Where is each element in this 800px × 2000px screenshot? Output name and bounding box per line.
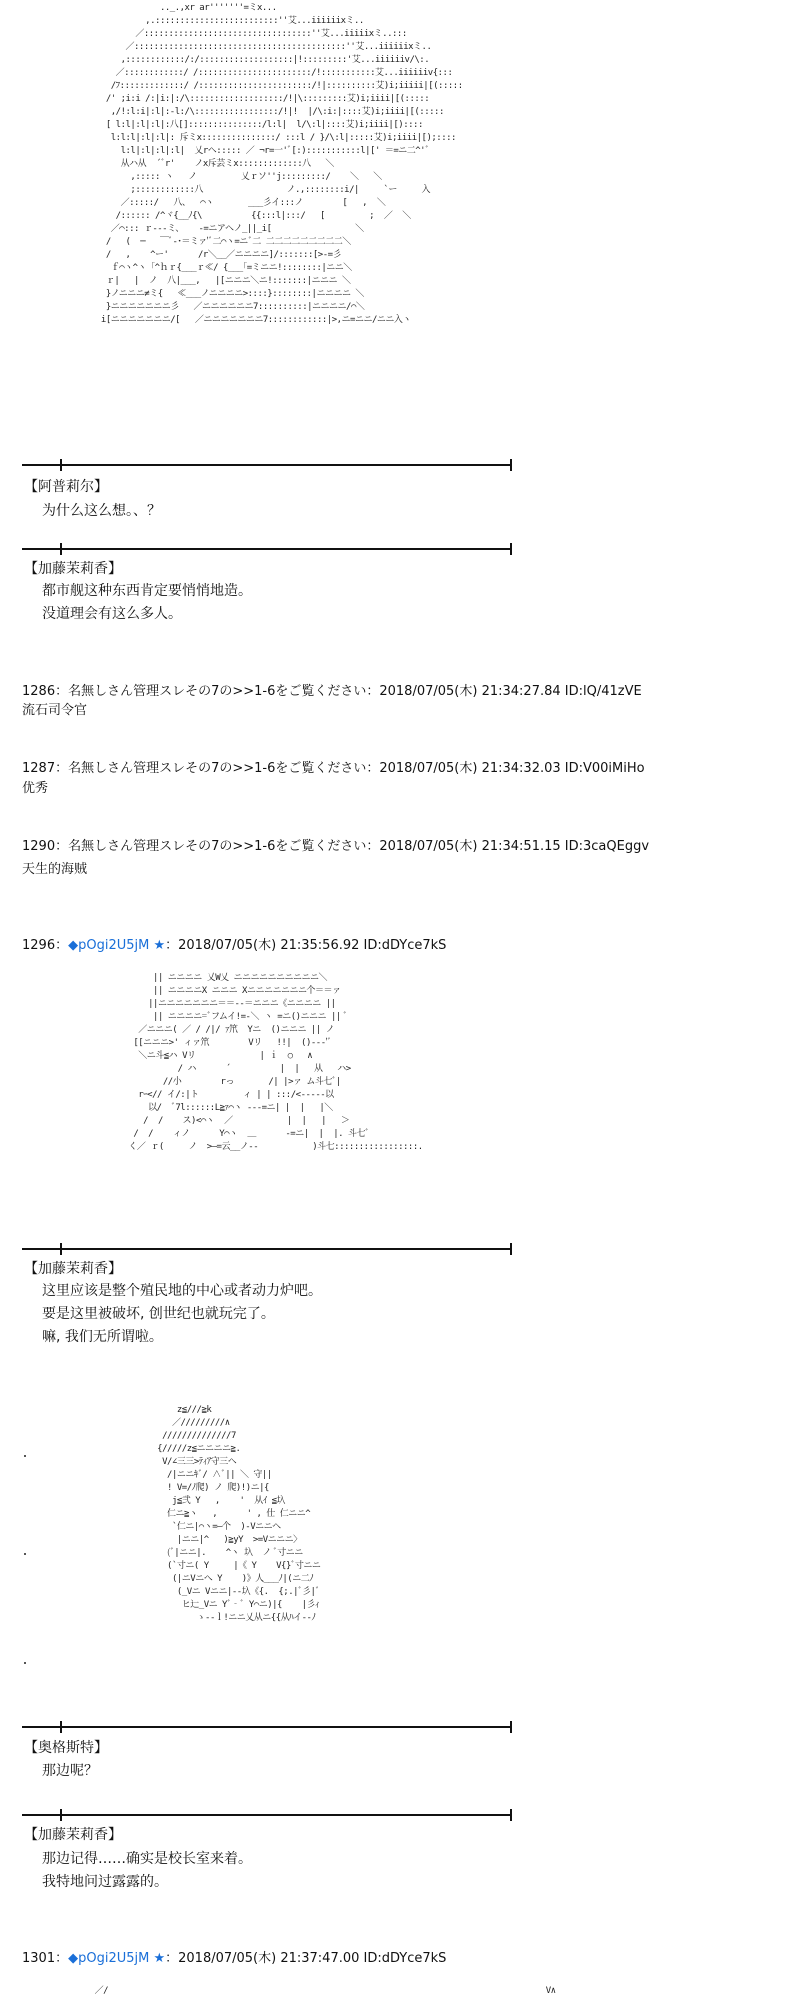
- post-meta: ：2018/07/05(木) 21:37:47.00 ID:dDYce7kS: [165, 1951, 447, 1966]
- post-body: 天生的海贼: [22, 862, 88, 877]
- post-header: [22, 937, 446, 955]
- speaker-label: 【奥格斯特】: [24, 1740, 108, 1756]
- post-header: 1286：名無しさん管理スレその7の>>1-6をご覧ください：2018/07/05(木) 21:34:27.84 ID:lQ/41zVE: [22, 684, 642, 699]
- speaker-label: 【加藤茉莉香】: [24, 561, 122, 577]
- dialogue-line: 没道理会有这么多人。: [42, 606, 182, 622]
- ascii-art-partial: ／/ V∧: [70, 1986, 556, 1996]
- post-body: 流石司令官: [22, 703, 88, 718]
- post-number: 1296：: [22, 938, 69, 953]
- dialogue-line: 那边呢？: [42, 1763, 98, 1779]
- dialogue-line: 要是这里被破坏, 创世纪也就玩完了。: [42, 1306, 275, 1322]
- section-divider: [22, 1243, 512, 1255]
- section-divider: [22, 1809, 512, 1821]
- poster-trip-link[interactable]: ◆pOgi2U5jM ★: [68, 1951, 166, 1966]
- dialogue-line: 我特地问过露露的。: [42, 1874, 168, 1890]
- section-divider: [22, 543, 512, 555]
- dialogue-line: 嘛, 我们无所谓啦。: [42, 1329, 163, 1345]
- post-meta: ：2018/07/05(木) 21:35:56.92 ID:dDYce7kS: [165, 938, 447, 953]
- ascii-art-character: z≦///≧k ／/////////∧ //////////////7 {/////z≦ニニニニ≧. V/∠三三>ﾃｨｱ守三ヘ /|ニニｷﾞ/ ∧ﾞ|| ＼ 守|| ! V=/ﾉ爬) ノ 爬)!)ニ|{ j≦弐 Y , ' 从ｲ ≦圦 仁ニ≧ヽ , ' , 仕 仁ニニ^ `仁ニ|⌒ヽ=―个 )-Vニニヘ |ニニ|^ )≧yY >=Vニニニ〉 (ﾞ|ニニ|. ^ヽ 圦 ノ ﾞ寸ニニ (`寸ニ( Y |《 Y V{}ﾞ寸ニニ (|ニVニへ Y )》人___ﾉ|(ニ二ﾉ (_Vニ Vニニ|‐‐圦《{. {;.|ﾞ彡|ﾞ ヒ辷_Vニ Yﾞ‐ﾞ Y⌒ニ)|{ |彡ｨ ゝ‐‐ｌ!ニニ乂从ニ{{从ﾊイ‐‐ﾉ: [157, 1405, 321, 1623]
- stray-dot: [24, 1455, 26, 1457]
- poster-trip-link[interactable]: ◆pOgi2U5jM ★: [68, 938, 166, 953]
- speaker-label: 【加藤茉莉香】: [24, 1827, 122, 1843]
- speaker-label: 【加藤茉莉香】: [24, 1261, 122, 1277]
- dialogue-line: 都市舰这种东西肯定要悄悄地造。: [42, 583, 252, 599]
- stray-dot: [24, 1553, 26, 1555]
- speaker-label: 【阿普莉尔】: [24, 479, 108, 495]
- post-number: 1301：: [22, 1951, 69, 1966]
- post-header: 1287：名無しさん管理スレその7の>>1-6をご覧ください：2018/07/05(木) 21:34:32.03 ID:V00iMiHo: [22, 761, 645, 776]
- dialogue-line: 这里应该是整个殖民地的中心或者动力炉吧。: [42, 1283, 322, 1299]
- post-body: 优秀: [22, 781, 49, 796]
- section-divider: [22, 1721, 512, 1733]
- ascii-art-character-large: .._.,xr ar'''''''=ミx... ,.:::::::::::::::::::::::::''艾...iiiiiixミ.. ／::::::::::::::::::::::::::::::::::''艾...iiiiixミ..::: ／:::::::::::::::::::::::::::::::::::::::::::''艾...iiiiiixミ.. ,::::::::::::/:/:::::::::::::::::::|!:::::::::'艾...iiiiiiv/\:. ／::::::::::::/ /:::::::::::::::::::::::/!:::::::::::艾...iiiiiiv{::: /ﾌ:::::::::::::/ /:::::::::::::::::::::::/!|::::::::::艾)i;iiiii|[(::::: /' ;i:i /:|i:|:/\:::::::::::::::::::/!|\:::::::::艾)i;iiii|[(::::: ,/!:l:i|:l|:-l:/\:::::::::::::::::/!|! |/\:i:|::::艾)i;iiii|[(::::: [ l:l|:l|:l|:八[]:::::::::::::::/l:l| l/\:l|::::艾)i;iiii|[):::: l:l:l|:l|:l|: 斥ミx:::::::::::::::/ :::l / }/\:l|:::::艾)i;iiii|[);:::: l:l|:l|:l|:l| 乂rヘ::::: ／ ¬r=一'ﾞ[:):::::::::::l|[' ＝=ニ二^'ﾞ 从ハ从 ´ﾞr' ノx斥芸ミx:::::::::::::八 ＼ ,::::: ヽ ノ 乂ｒソ''j:::::::::/ ＼ ＼ ;::::::::::::八 ノ.,::::::::i/| `ー 入 ／:::::/ 八、 ⌒ヽ ___彡イ:::ノ [ , ＼ /:::::: /^ヾ{__ﾉ{\ {{:::l|:::/ [ ; ／ ＼ ／⌒::: ｒ‐‐-ミ、 ‐=ニアヘノ_||_i[ ＼ / ( ─ ￣ﾞ‐･＝ミァ'ﾞ二⌒ヽ=ニﾞ二 二二二二二二二二二＼ / , ^ー' /r＼__／ニニニニ]/:::::::[>-=彡 ｆ⌒ヽ^ヽ「^ｈｒ{___ｒ≪/ {___｢=ミニニ!::::::::|ニニ＼ ｒ| | ノ 八|___, |[ニニニ＼ニ!:::::::|ニニニ ＼ }ノニニニ≠ミ{ ≪___ノニニニニ>::::}::::::::|ニニニニ ＼ }ニニニニニニニ彡 ／ニニニニニニ7::::::::::|ニニニニ/⌒＼ i[ニニニニニニニ/[ ／ニニニニニニニ7::::::::::::|>,ニ=ニニ/ニニ入ヽ: [100, 3, 463, 325]
- stray-dot: [24, 1662, 26, 1664]
- dialogue-line: 那边记得……确实是校长室来着。: [42, 1851, 252, 1867]
- post-header: 1290：名無しさん管理スレその7の>>1-6をご覧ください：2018/07/05(木) 21:34:51.15 ID:3caQEggv: [22, 839, 650, 854]
- ascii-art-character-group: || ニニニニ 乂W乂 ニニニニニニニニニニ＼ || ニニニニX ニニニ Xニニニニニニニ个＝＝ァ ||ニニニニニニニ＝＝‐‐＝ニニニ《ニニニニ || || ニニニニ=ﾞフムイ!=-＼ ヽ =ニ()ニニニ || ﾞ ／ニニニ( ／ / /|/ ｧ笊 Yニ ()ニニニ || ノ [[ニニニ>' ィァ笊 Vリ !!| ()---'ﾞ ＼ニ斗≦ハ Vリ | ｉ ○ ∧ / ハ ´ | | 从 ハ> //小 rっ /| |>ァ ム斗七ﾞ| rｰ<// イ/:|ト ィ | | :::/<‐‐‐‐‐以 以/ ﾞ7l::::::L≧ｧ⌒ヽ ‐‐‐=ニ| | | |＼ / / ス)<⌒ヽ ／ | | | ＞ / / ィノ Y⌒ヽ ＿ -=ニ| | |. 斗七ﾞ く／ ｒ( ノ >―=云__ノ‐‐ )斗七:::::::::::::::::.: [128, 973, 423, 1152]
- dialogue-line: 为什么这么想。、？: [42, 503, 161, 519]
- section-divider: [22, 459, 512, 471]
- post-header: [22, 1950, 446, 1968]
